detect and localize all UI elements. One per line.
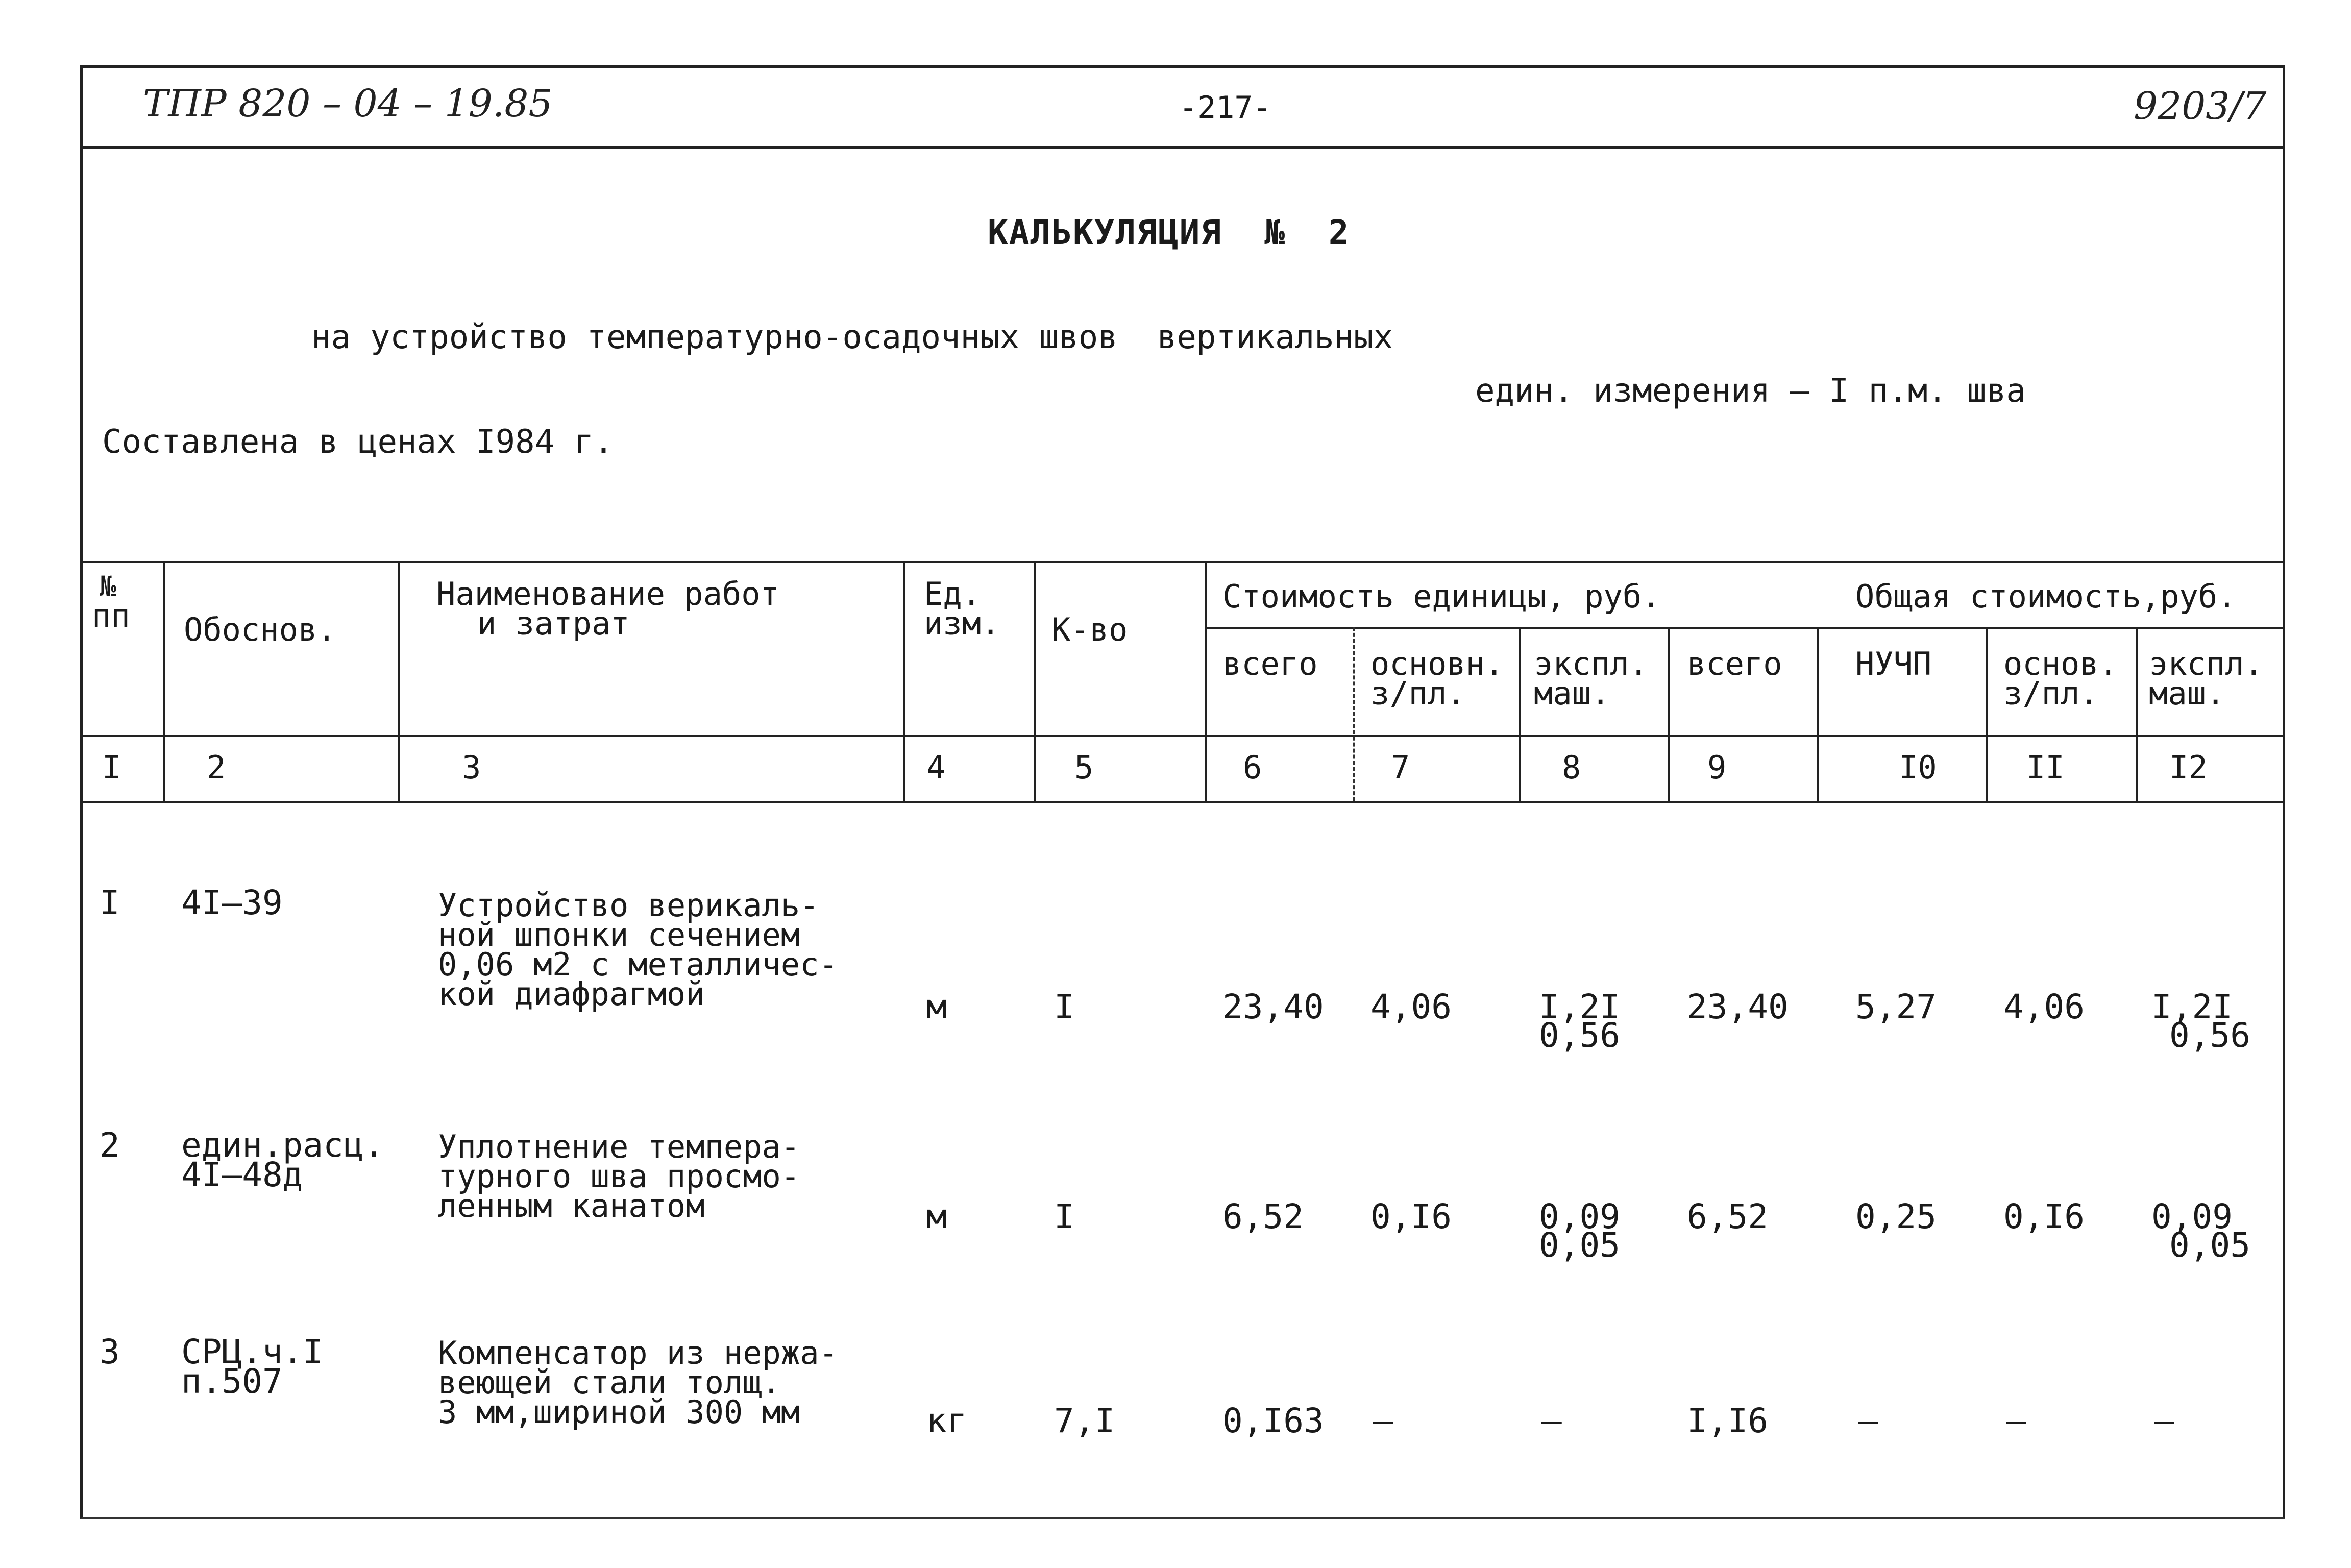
hdr-uc-wage-1: основн.: [1370, 645, 1504, 682]
hdr-unit-cost-group: Стоимость единицы, руб.: [1222, 578, 1661, 615]
hdr-basis: Обоснов.: [184, 611, 336, 648]
colnum-9: 9: [1707, 749, 1727, 786]
col-divider-9: [1817, 627, 1819, 801]
col-divider-3: [903, 561, 905, 801]
row2-name-1: Уплотнение темпера-: [438, 1128, 800, 1165]
hdr-uc-total: всего: [1222, 645, 1318, 682]
row3-tc-mach: –: [2154, 1401, 2174, 1440]
hdr-uc-mach-2: маш.: [1534, 675, 1610, 712]
colnum-2: 2: [207, 749, 226, 786]
hdr-tc-mach-2: маш.: [2149, 675, 2225, 712]
col-divider-6: [1353, 627, 1355, 801]
price-basis: Составлена в ценах I984 г.: [102, 423, 614, 461]
row1-basis: 4I–39: [181, 883, 283, 922]
row3-basis-1: СРЦ.ч.I: [181, 1332, 324, 1371]
col-divider-10: [1986, 627, 1988, 801]
row2-tc-total: 6,52: [1687, 1197, 1768, 1236]
row1-uc-mach-1: I,2I: [1539, 987, 1620, 1026]
colnum-11: II: [2026, 749, 2065, 786]
colnum-12: I2: [2169, 749, 2208, 786]
header-divider: [80, 146, 2285, 149]
row3-tc-wage: –: [2006, 1401, 2026, 1440]
hdr-qty: К-во: [1051, 611, 1128, 648]
col-divider-8: [1668, 627, 1670, 801]
colnum-1: I: [102, 749, 121, 786]
row1-tc-total: 23,40: [1687, 987, 1789, 1026]
row1-unit: м: [926, 987, 947, 1026]
row3-tc-nuchp: –: [1858, 1401, 1878, 1440]
col-divider-1: [163, 561, 165, 801]
row2-name-2: турного шва просмо-: [438, 1158, 800, 1195]
doc-code: ТПР 820 – 04 – 19.85: [143, 82, 553, 126]
row1-uc-mach-2: 0,56: [1539, 1016, 1620, 1055]
hdr-num-1: №: [100, 570, 116, 602]
hdr-tc-total: всего: [1687, 645, 1782, 682]
row1-num: I: [100, 883, 120, 922]
row2-tc-wage: 0,I6: [2003, 1197, 2085, 1236]
hdr-tc-mach-1: экспл.: [2149, 645, 2263, 682]
document-frame: [80, 65, 2285, 1519]
col-divider-4: [1034, 561, 1036, 801]
row2-uc-mach-2: 0,05: [1539, 1226, 1620, 1265]
row1-name-3: 0,06 м2 с металличес-: [438, 946, 838, 983]
row2-uc-mach-1: 0,09: [1539, 1197, 1620, 1236]
row3-uc-wage: –: [1373, 1401, 1393, 1440]
row3-uc-mach: –: [1541, 1401, 1562, 1440]
hdr-tc-wage-2: з/пл.: [2003, 675, 2099, 712]
row3-basis-2: п.507: [181, 1362, 283, 1401]
row1-name-2: ной шпонки сечением: [438, 916, 800, 953]
row2-tc-mach-2: 0,05: [2169, 1226, 2250, 1265]
row1-qty: I: [1054, 987, 1074, 1026]
row2-uc-wage: 0,I6: [1370, 1197, 1452, 1236]
sheet-code: 9203/7: [2134, 84, 2267, 128]
row2-qty: I: [1054, 1197, 1074, 1236]
document-subject: на устройство температурно-осадочных швов вертикальных: [311, 318, 1393, 356]
hdr-unit-1: Ед.: [924, 575, 981, 612]
col-divider-7: [1519, 627, 1521, 801]
row1-uc-total: 23,40: [1222, 987, 1324, 1026]
row2-uc-total: 6,52: [1222, 1197, 1304, 1236]
hdr-uc-mach-1: экспл.: [1534, 645, 1648, 682]
hdr-name-2: и затрат: [477, 605, 630, 642]
hdr-name-1: Наименование работ: [436, 575, 779, 612]
row2-unit: м: [926, 1197, 947, 1236]
row2-num: 2: [100, 1125, 120, 1165]
hdr-unit-2: изм.: [924, 605, 1000, 642]
measurement-unit: един. измерения – I п.м. шва: [1475, 372, 2026, 410]
table-top-border: [80, 561, 2285, 564]
row2-tc-nuchp: 0,25: [1855, 1197, 1937, 1236]
hdr-tc-wage-1: основ.: [2003, 645, 2118, 682]
hdr-tc-nuchp: НУЧП: [1855, 645, 1932, 682]
row1-name-1: Устройство верикаль-: [438, 887, 819, 924]
header-bottom-border: [80, 735, 2285, 737]
colnum-8: 8: [1562, 749, 1581, 786]
row3-name-3: 3 мм,шириной 300 мм: [438, 1393, 800, 1431]
row1-tc-mach-2: 0,56: [2169, 1016, 2250, 1055]
row1-tc-wage: 4,06: [2003, 987, 2085, 1026]
row3-uc-total: 0,I63: [1222, 1401, 1324, 1440]
row1-tc-nuchp: 5,27: [1855, 987, 1937, 1026]
row2-basis-2: 4I–48д: [181, 1155, 303, 1194]
colnum-7: 7: [1391, 749, 1410, 786]
row3-unit: кг: [926, 1401, 967, 1440]
subheader-divider: [1205, 627, 2285, 629]
row2-name-3: ленным канатом: [438, 1187, 705, 1224]
colnum-3: 3: [462, 749, 481, 786]
colnum-10: I0: [1899, 749, 1937, 786]
row3-name-1: Компенсатор из нержа-: [438, 1334, 838, 1371]
row3-qty: 7,I: [1054, 1401, 1115, 1440]
numbers-row-border: [80, 801, 2285, 803]
col-divider-2: [398, 561, 400, 801]
col-divider-11: [2136, 627, 2138, 801]
row3-tc-total: I,I6: [1687, 1401, 1768, 1440]
document-title: КАЛЬКУЛЯЦИЯ № 2: [988, 213, 1350, 252]
colnum-6: 6: [1243, 749, 1262, 786]
row1-name-4: кой диафрагмой: [438, 975, 705, 1013]
row1-uc-wage: 4,06: [1370, 987, 1452, 1026]
row3-num: 3: [100, 1332, 120, 1371]
row3-name-2: веющей стали толщ.: [438, 1364, 781, 1401]
col-divider-5: [1205, 561, 1207, 801]
colnum-4: 4: [926, 749, 946, 786]
colnum-5: 5: [1074, 749, 1094, 786]
page-number: -217-: [1179, 90, 1271, 126]
hdr-total-cost-group: Общая стоимость,руб.: [1855, 578, 2237, 615]
row1-tc-mach-1: I,2I: [2151, 987, 2233, 1026]
hdr-uc-wage-2: з/пл.: [1370, 675, 1466, 712]
row2-tc-mach-1: 0,09: [2151, 1197, 2233, 1236]
hdr-num-2: пп: [92, 597, 130, 634]
row2-basis-1: един.расц.: [181, 1125, 384, 1165]
